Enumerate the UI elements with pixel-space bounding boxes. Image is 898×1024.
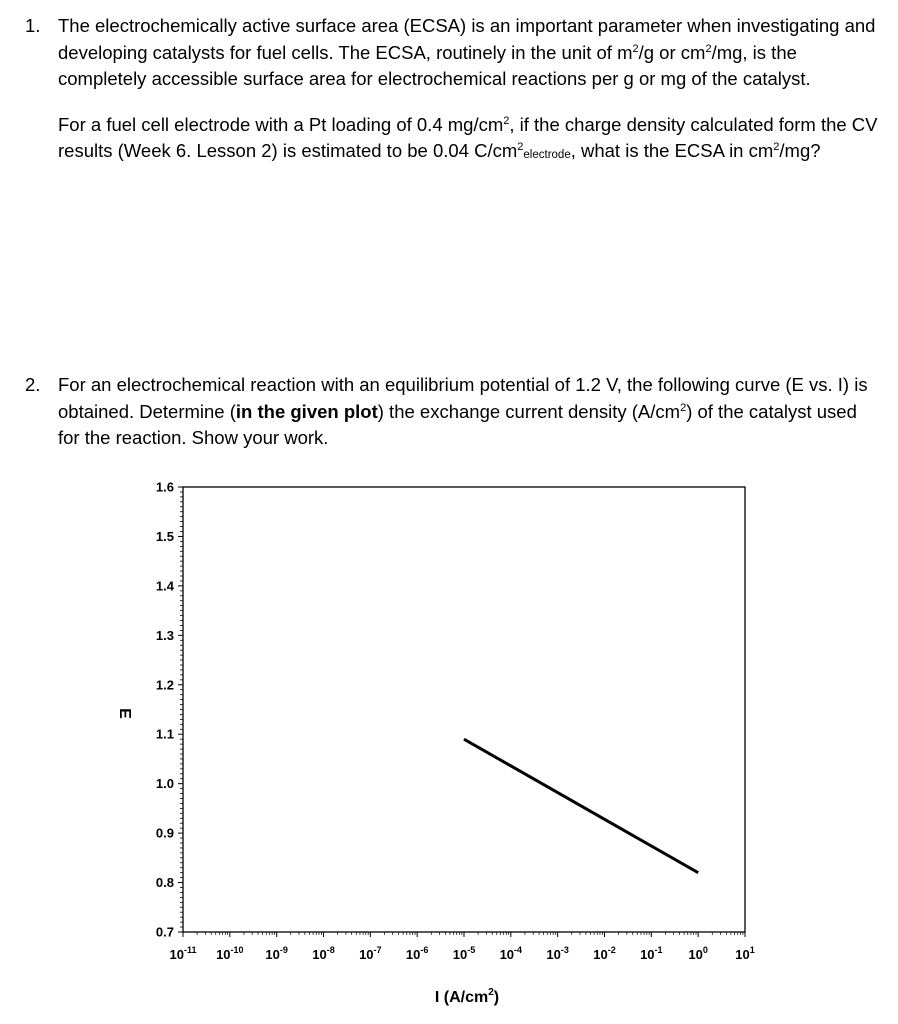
plot-frame <box>183 487 745 932</box>
x-tick-label: $10^{-1}$ <box>640 945 663 962</box>
series-line <box>464 739 698 873</box>
y-tick-label: 1.1 <box>155 726 174 742</box>
question-2-body <box>58 372 878 452</box>
x-tick-label: $10^1$ <box>735 945 755 962</box>
x-tick-label: $10^{-6}$ <box>405 945 429 962</box>
y-tick-label: 0.9 <box>155 825 174 841</box>
y-tick-label: 1.5 <box>155 528 174 544</box>
question-2-paragraph: For an electrochemical reaction with an equilibrium potential of 1.2 V, the following curve (E vs. I) is obtained. Determine (in the given plot) the exchange current density $(A/cm^2)$ of the catalyst used for the reaction. Show your work. <box>58 374 868 448</box>
y-tick-label: 1.4 <box>155 578 174 594</box>
x-tick-label: $10^{-4}$ <box>499 945 523 962</box>
x-axis-title: I $(A/cm^2)$ <box>434 987 500 1006</box>
y-tick-label: 0.8 <box>155 875 174 891</box>
e-vs-i-chart <box>0 460 898 1020</box>
x-tick-label: $10^{-9}$ <box>265 945 288 962</box>
x-tick-label: $10^{-10}$ <box>216 945 244 962</box>
question-1-paragraph-1: The electrochemically active surface area (ECSA) is an important parameter when investigating and developing catalysts for fuel cells. The ECSA, routinely in the unit of $m^2/g$ or $cm^2/mg$, is the completely accessible surface area for electrochemical reactions per g or mg of the catalyst. <box>58 15 876 89</box>
y-tick-label: 1.2 <box>155 677 174 693</box>
x-tick-label: $10^{-8}$ <box>312 945 335 962</box>
question-1-number: 1. <box>25 15 41 36</box>
x-tick-label: $10^{-11}$ <box>169 945 197 962</box>
x-tick-label: $10^{-7}$ <box>359 945 382 962</box>
x-tick-label: $10^{-3}$ <box>546 945 569 962</box>
y-tick-label: 1.6 <box>155 479 174 495</box>
question-2-number: 2. <box>25 374 41 395</box>
question-1-paragraph-2: For a fuel cell electrode with a Pt loading of 0.4 $mg/cm^2$, if the charge density calculated form the CV results (Week 6. Lesson 2) is estimated to be 0.04 $C/cm^2_{electrode}$, what is the ECSA in $cm^2/mg$? <box>58 113 878 161</box>
y-axis-title: E <box>116 708 133 719</box>
x-tick-label: $10^{-2}$ <box>593 945 616 962</box>
y-tick-label: 0.7 <box>155 924 174 940</box>
y-tick-label: 1.3 <box>155 627 174 643</box>
y-tick-label: 1.0 <box>155 776 174 792</box>
x-tick-label: $10^0$ <box>688 945 708 962</box>
x-tick-label: $10^{-5}$ <box>452 945 476 962</box>
question-1-body <box>58 13 878 165</box>
